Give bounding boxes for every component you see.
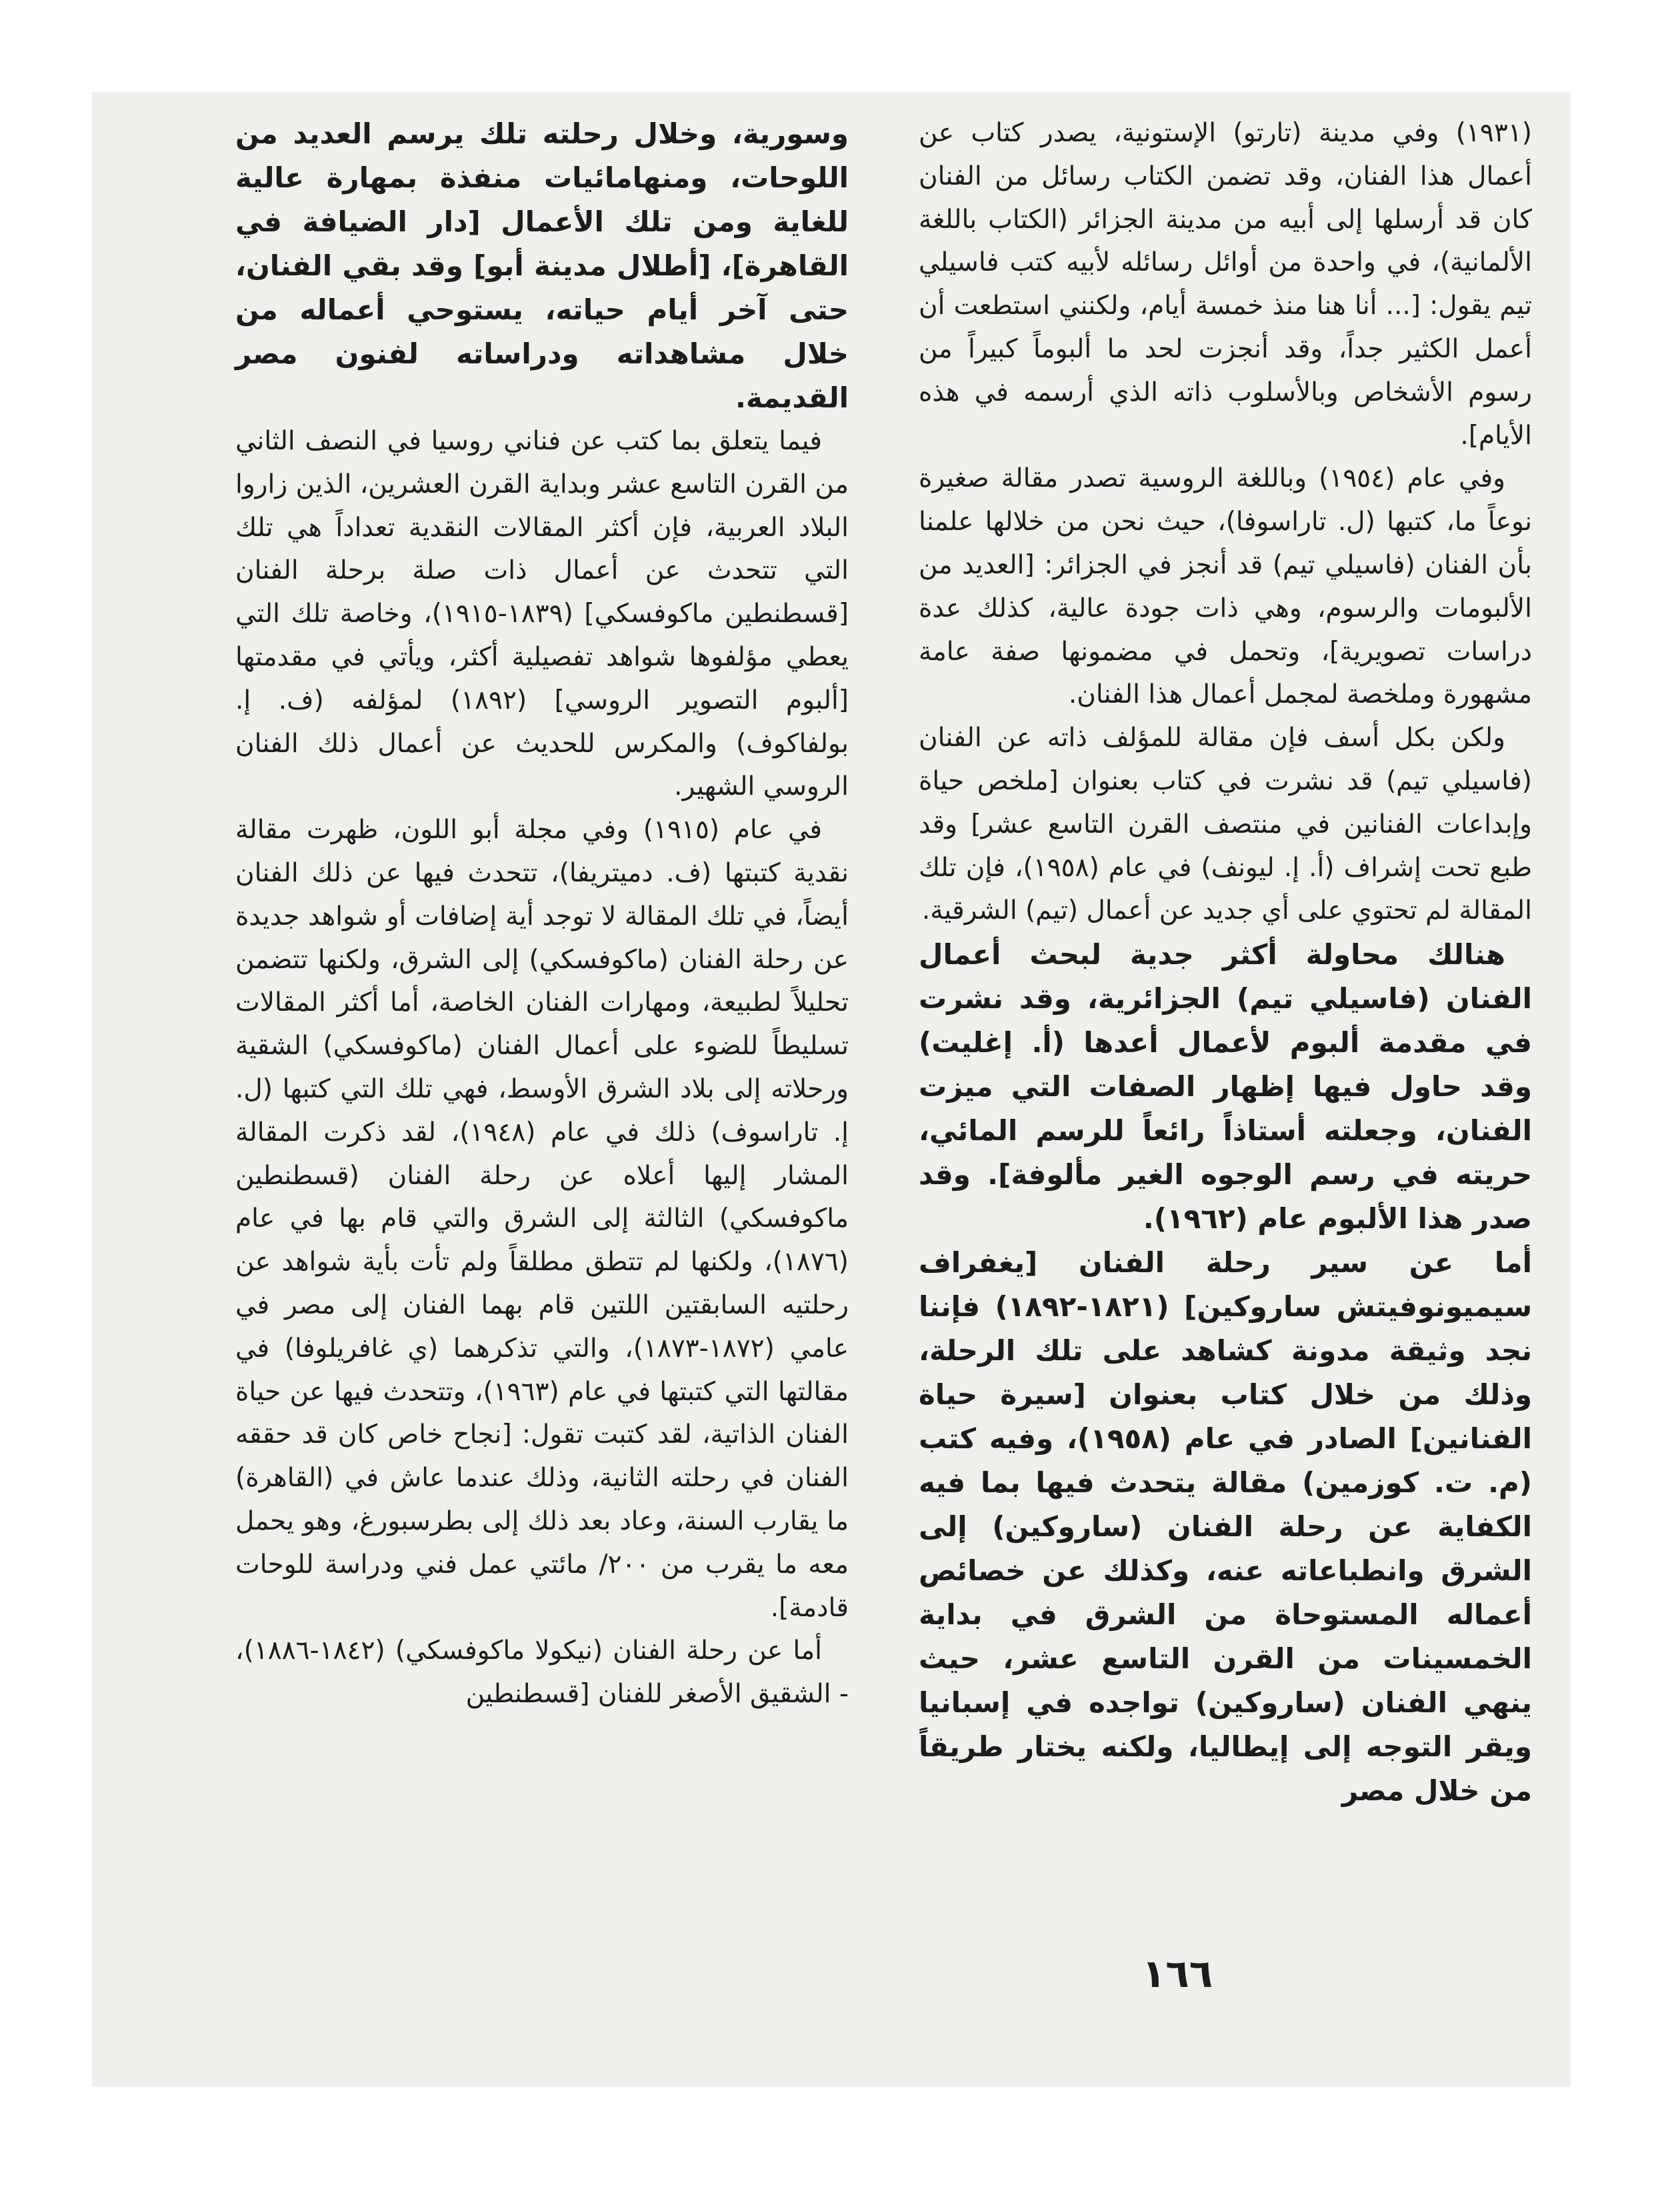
paragraph-bold: أما عن سير رحلة الفنان [يغفراف سيميونوفيتش ساروكين] (١٨٢١-١٨٩٢) فإننا نجد وثيقة مدونة كشاهد على تلك الرحلة، وذلك من خلال كتاب بعنوان [سيرة حياة الفنانين] الصادر في عام (١٩٥٨)، وفيه كتب (م. ت. كوزمين) مقالة يتحدث فيها بما فيه الكفاية عن رحلة الفنان (ساروكين) إلى الشرق وانطباعاته عنه، وكذلك عن خصائص أعماله المستوحاة من الشرق في بداية الخمسينات من القرن التاسع عشر، حيث ينهي الفنان (ساروكين) تواجده في إسبانيا ويقر التوجه إلى إيطاليا، ولكنه يختار طريقاً من خلال مصر [919,1246,1533,1808]
paragraph-bold: وسورية، وخلال رحلته تلك يرسم العديد من اللوحات، ومنهامائيات منفذة بمهارة عالية للغاية ومن تلك الأعمال [دار الضيافة في القاهرة]، [أطلال مدينة أبو] وقد بقي الفنان، حتى آخر أيام حياته، يستوحي أعماله من خلال مشاهداته ودراساته لفنون مصر القديمة. [235,117,849,414]
left-text-column [235,112,849,1716]
paragraph-bold: هنالك محاولة أكثر جدية لبحث أعمال الفنان (فاسيلي تيم) الجزائرية، وقد نشرت في مقدمة ألبوم لأعمال أعدها (أ. إغليت) وقد حاول فيها إظهار الصفات التي ميزت الفنان، وجعلته أستاذاً رائعاً للرسم المائي، حريته في رسم الوجوه الغير مألوفة]. وقد صدر هذا الألبوم عام (١٩٦٢). [919,938,1532,1236]
book-page [92,92,1571,2087]
paragraph: فيما يتعلق بما كتب عن فناني روسيا في النصف الثاني من القرن التاسع عشر وبداية القرن العشرين، الذين زاروا البلاد العربية، فإن أكثر المقالات النقدية تعداداً هي تلك التي تتحدث عن أعمال ذات صلة برحلة الفنان [قسطنطين ماكوفسكي] (١٨٣٩-١٩١٥)، وخاصة تلك التي يعطي مؤلفوها شواهد تفصيلية أكثر، ويأتي في مقدمتها [ألبوم التصوير الروسي] (١٨٩٢) لمؤلفه (ف. إ. بولفاكوف) والمكرس للحديث عن أعمال ذلك الفنان الروسي الشهير. [235,426,849,802]
paragraph: في عام (١٩١٥) وفي مجلة أبو اللون، ظهرت مقالة نقدية كتبتها (ف. دميتريفا)، تتحدث فيها عن ذلك الفنان أيضاً، في تلك المقالة لا توجد أية إضافات أو شواهد جديدة عن رحلة الفنان (ماكوفسكي) إلى الشرق، ولكنها تتضمن تحليلاً لطبيعة، ومهارات الفنان الخاصة، أما أكثر المقالات تسليطاً للضوء على أعمال الفنان (ماكوفسكي) الشقية ورحلاته إلى بلاد الشرق الأوسط، فهي تلك التي كتبها (ل. إ. تاراسوف) ذلك في عام (١٩٤٨)، لقد ذكرت المقالة المشار إليها أعلاه عن رحلة الفنان (قسطنطين ماكوفسكي) الثالثة إلى الشرق والتي قام بها في عام (١٨٧٦)، ولكنها لم تتطق مطلقاً ولم تأت بأية شواهد عن رحلتيه السابقتين اللتين قام بهما الفنان إلى مصر في عامي (١٨٧٢-١٨٧٣)، والتي تذكرهما (ي غافريلوفا) في مقالتها التي كتبتها في عام (١٩٦٣)، وتتحدث فيها عن حياة الفنان الذاتية، لقد كتبت تقول: [نجاح خاص كان قد حققه الفنان في رحلته الثانية، وذلك عندما عاش في (القاهرة) ما يقارب السنة، وعاد بعد ذلك إلى بطرسبورغ، وهو يحمل معه ما يقرب من ٢٠٠/ مائتي عمل فني ودراسة للوحات قادمة]. [235,815,849,1623]
paragraph: وفي عام (١٩٥٤) وباللغة الروسية تصدر مقالة صغيرة نوعاً ما، كتبها (ل. تاراسوفا)، حيث نحن من خلالها علمنا بأن الفنان (فاسيلي تيم) قد أنجز في الجزائر: [العديد من الألبومات والرسوم، وهي ذات جودة عالية، كذلك عدة دراسات تصويرية]، وتحمل في مضمونها صفة عامة مشهورة وملخصة لمجمل أعمال هذا الفنان. [919,463,1532,710]
page-number: ١٦٦ [1142,1951,1213,1996]
right-text-column [919,112,1532,1813]
paragraph: (١٩٣١) وفي مدينة (تارتو) الإستونية، يصدر كتاب عن أعمال هذا الفنان، وقد تضمن الكتاب رسائل من الفنان كان قد أرسلها إلى أبيه من مدينة الجزائر (الكتاب باللغة الألمانية)، في واحدة من أوائل رسائله لأبيه كتب فاسيلي تيم يقول: [... أنا هنا منذ خمسة أيام، ولكنني استطعت أن أعمل الكثير جداً، وقد أنجزت لحد ما ألبوماً كبيراً من رسوم الأشخاص وبالأسلوب ذاته الذي أرسمه في هذه الأيام]. [919,118,1532,451]
paragraph: ولكن بكل أسف فإن مقالة للمؤلف ذاته عن الفنان (فاسيلي تيم) قد نشرت في كتاب بعنوان [ملخص حياة وإبداعات الفنانين في منتصف القرن التاسع عشر] وقد طبع تحت إشراف (أ. إ. ليونف) في عام (١٩٥٨)، فإن تلك المقالة لم تحتوي على أي جديد عن أعمال (تيم) الشرقية. [919,723,1532,926]
paragraph: أما عن رحلة الفنان (نيكولا ماكوفسكي) (١٨٤٢-١٨٨٦)، - الشقيق الأصغر للفنان [قسطنطين [235,1636,849,1710]
